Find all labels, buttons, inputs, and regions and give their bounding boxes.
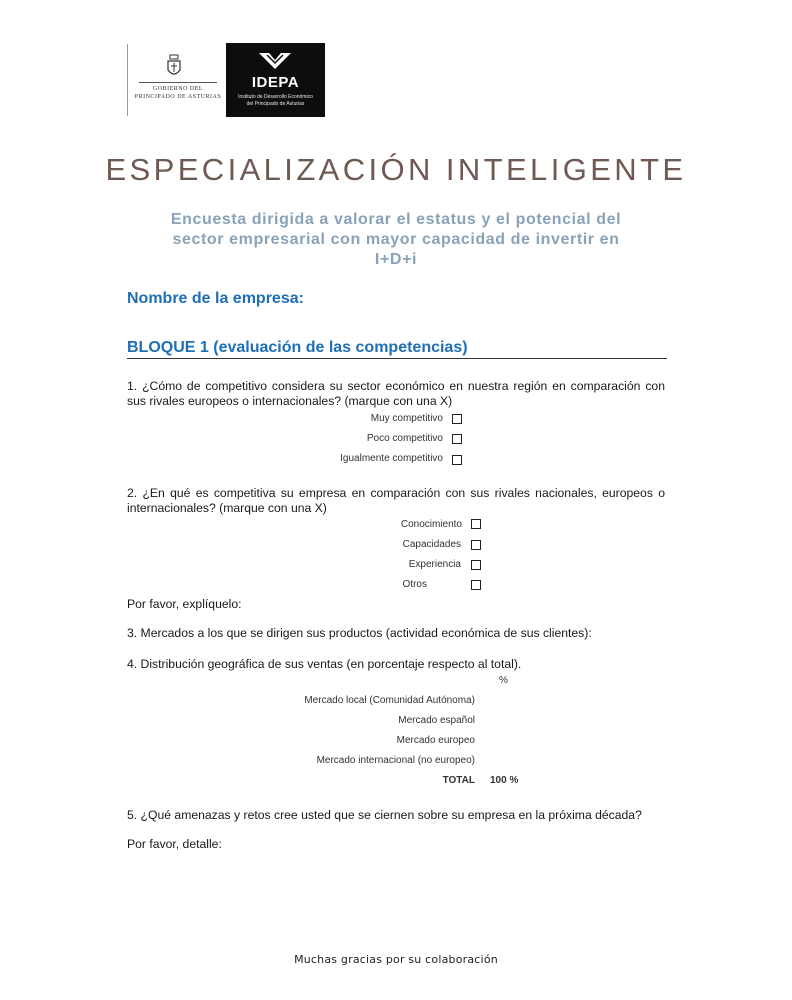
q1-option-checkbox[interactable] (452, 434, 462, 444)
gov-logo-rule (139, 82, 217, 83)
total-label: TOTAL (442, 775, 475, 786)
block-1-heading: BLOQUE 1 (evaluación de las competencias) (127, 339, 468, 356)
gov-logo-line2: PRINCIPADO DE ASTURIAS (134, 94, 222, 100)
question-2: 2. ¿En qué es competitiva su empresa en comparación con sus rivales nacionales, europeos o internacionales? (marque con una X) (127, 486, 665, 515)
company-name-label: Nombre de la empresa: (127, 290, 304, 307)
page-title: ESPECIALIZACIÓN INTELIGENTE (105, 152, 687, 187)
q2-option-label: Capacidades (402, 539, 461, 550)
q1-option-label: Igualmente competitivo (340, 453, 443, 464)
q2-option-checkbox[interactable] (471, 560, 481, 570)
block-heading-rule (127, 358, 667, 359)
subtitle-line-2: sector empresarial con mayor capacidad de invertir en (172, 231, 620, 248)
idepa-subtitle-2: del Principado de Asturias (246, 101, 305, 107)
coat-of-arms-icon (165, 54, 183, 80)
idepa-subtitle-1: Instituto de Desarrollo Económico (238, 94, 313, 100)
q1-option-checkbox[interactable] (452, 414, 462, 424)
market-row-label: Mercado local (Comunidad Autónoma) (304, 695, 475, 706)
subtitle-line-3: I+D+i (374, 251, 418, 268)
q2-option-checkbox[interactable] (471, 519, 481, 529)
question-3: 3. Mercados a los que se dirigen sus productos (actividad económica de sus clientes): (127, 626, 592, 640)
question-4: 4. Distribución geográfica de sus ventas (en porcentaje respecto al total). (127, 657, 522, 671)
idepa-mark-icon (245, 51, 305, 71)
gov-logo-line1: GOBIERNO DEL (152, 86, 204, 92)
q1-option-checkbox[interactable] (452, 455, 462, 465)
logo-divider (127, 44, 128, 116)
q2-option-checkbox[interactable] (471, 540, 481, 550)
q2-option-label: Otros (402, 579, 427, 590)
question-1: 1. ¿Cómo de competitivo considera su sector económico en nuestra región en comparación con sus rivales europeos o internacionales? (marque con una X) (127, 379, 665, 408)
q1-option-label: Muy competitivo (370, 413, 443, 424)
q5-detail-prompt: Por favor, detalle: (127, 837, 222, 851)
market-row-label: Mercado español (398, 715, 475, 726)
footer-thanks: Muchas gracias por su colaboración (294, 953, 498, 966)
percent-column-header: % (499, 675, 508, 686)
idepa-name: IDEPA (251, 74, 300, 91)
q2-option-label: Conocimiento (400, 519, 462, 530)
question-5: 5. ¿Qué amenazas y retos cree usted que se ciernen sobre su empresa en la próxima década? (127, 808, 642, 822)
q1-option-label: Poco competitivo (366, 433, 443, 444)
q2-option-checkbox[interactable] (471, 580, 481, 590)
subtitle-line-1: Encuesta dirigida a valorar el estatus y el potencial del (170, 211, 622, 228)
total-value: 100 % (490, 775, 519, 786)
market-row-label: Mercado internacional (no europeo) (316, 755, 475, 766)
market-row-label: Mercado europeo (396, 735, 475, 746)
q2-explain-prompt: Por favor, explíquelo: (127, 597, 242, 611)
q2-option-label: Experiencia (408, 559, 461, 570)
